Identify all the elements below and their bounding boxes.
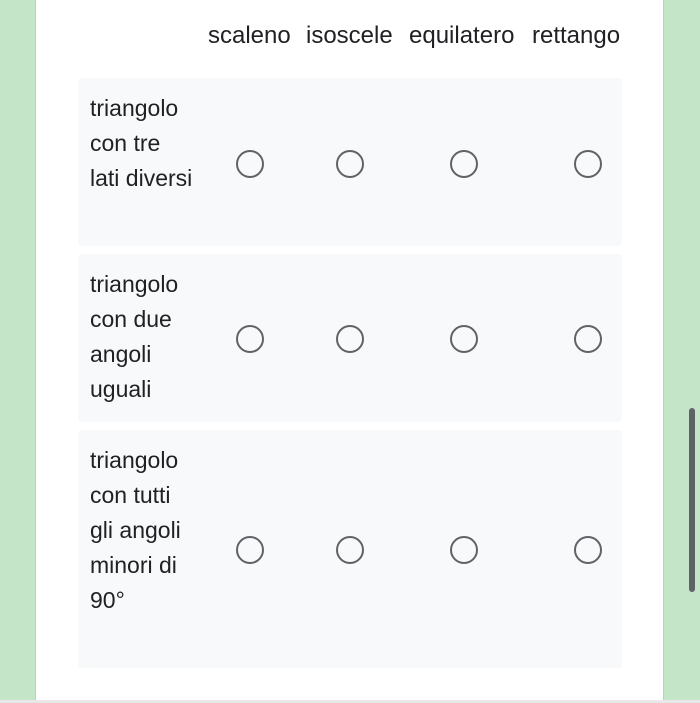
row-label: triangolo con tre lati diversi (90, 95, 193, 191)
vertical-scrollbar[interactable] (689, 408, 695, 592)
left-background-band (0, 0, 36, 703)
radio-row1-scaleno[interactable] (236, 150, 264, 178)
radio-row2-rettango[interactable] (574, 325, 602, 353)
radio-row3-scaleno[interactable] (236, 536, 264, 564)
column-header-scaleno: scaleno (208, 22, 291, 49)
row-label: triangolo con due angoli uguali (90, 271, 179, 402)
grid-row-isoscele-definition (78, 254, 622, 422)
column-header-rettango: rettango (532, 22, 621, 49)
grid-row-acutangolo-definition (78, 430, 622, 668)
column-header-equilatero: equilatero (409, 22, 515, 49)
right-background-band (663, 0, 700, 703)
grid-row-scaleno-definition (78, 78, 622, 246)
radio-row1-rettango[interactable] (574, 150, 602, 178)
radio-row1-equilatero[interactable] (450, 150, 478, 178)
grid-column-header (36, 20, 663, 52)
row-label: triangolo con tutti gli angoli minori di 90° (90, 447, 181, 613)
radio-row3-isoscele[interactable] (336, 536, 364, 564)
radio-row1-isoscele[interactable] (336, 150, 364, 178)
column-header-isoscele: isoscele (306, 22, 393, 49)
radio-row2-equilatero[interactable] (450, 325, 478, 353)
radio-row3-equilatero[interactable] (450, 536, 478, 564)
radio-row3-rettango[interactable] (574, 536, 602, 564)
radio-row2-isoscele[interactable] (336, 325, 364, 353)
question-card (36, 0, 663, 703)
radio-row2-scaleno[interactable] (236, 325, 264, 353)
